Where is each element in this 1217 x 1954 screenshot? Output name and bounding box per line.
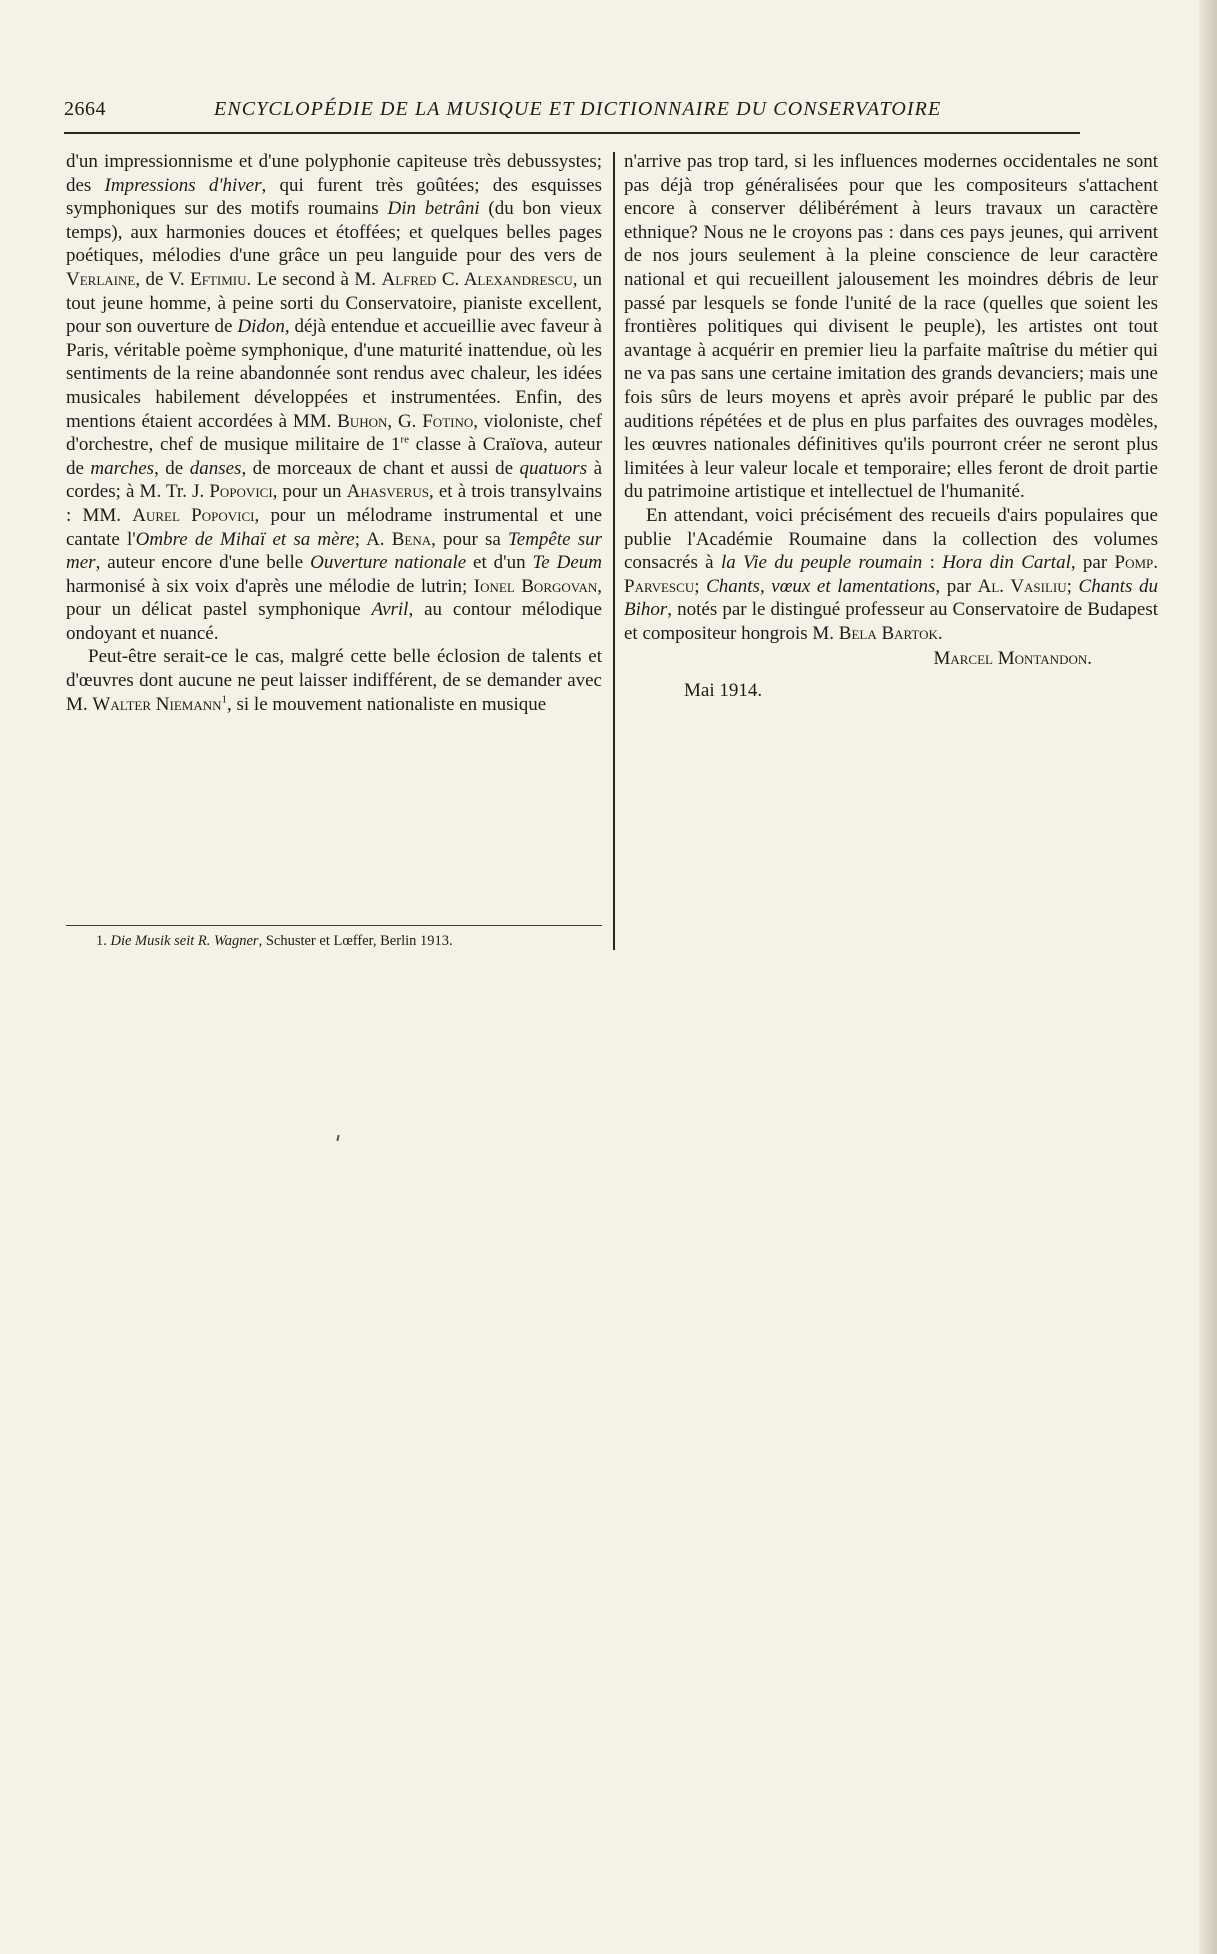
left-column (66, 150, 602, 716)
name-verlaine: Verlaine (66, 268, 136, 290)
title-ouverture-nationale: Ouverture nationale (310, 552, 467, 574)
running-head: ENCYCLOPÉDIE DE LA MUSIQUE ET DICTIONNAIRE DU CONSERVATOIRE (214, 98, 942, 120)
text-run: , notés par le distingué professeur au Conservatoire de Budapest et compositeur hongrois M. (624, 599, 1158, 644)
text-run: , pour un délicat pastel symphonique (66, 575, 602, 621)
name-popovici: Popovici (209, 481, 273, 503)
title-impressions-d-hiver: Impressions d'hiver (104, 174, 262, 196)
text-run: , auteur encore d'une belle (95, 552, 311, 574)
text-run: d'un impressionnisme et d'une polyphonie capiteuse très debussystes; des (66, 151, 602, 196)
text-run: , de morceaux de chant et aussi de (241, 457, 520, 479)
title-avril: Avril (371, 599, 409, 621)
name-bartok: Bela Bartok (838, 622, 938, 644)
title-marches: marches (90, 457, 155, 479)
text-run: ; (694, 575, 707, 597)
text-run: , qui furent très goûtées; des esquisses symphoniques sur des motifs roumains (66, 174, 602, 220)
title-tempete-sur-mer: Tempête sur mer (66, 528, 603, 574)
header-rule (64, 132, 1080, 134)
right-paragraph-2 (624, 504, 1158, 646)
text-run: , pour un mélodrame instrumental et une cantate l' (66, 504, 602, 550)
page-edge-shadow (1199, 0, 1217, 1954)
name-fotino: Fotino (422, 410, 474, 432)
footnote-reference: 1 (221, 693, 227, 706)
text-run: , de (154, 457, 190, 479)
name-parvescu: Pomp. Parvescu (624, 552, 1159, 597)
text-run: , pour sa (431, 528, 508, 550)
text-run: En attendant, voici précisément des recueils d'airs populaires que publie l'Académie Roumaine dans la collection des volumes consacrés à (624, 504, 1158, 574)
name-aurel-popovici: Aurel Popovici (132, 504, 255, 526)
footnote-number: 1. (96, 933, 107, 949)
title-din-betrani: Din betrâni (387, 198, 480, 220)
ordinal-superscript: re (400, 433, 409, 446)
title-chants-voeux: Chants, vœux et lamentations (706, 575, 936, 597)
text-run: , par (1070, 552, 1115, 574)
ink-speck (336, 1135, 339, 1141)
title-ahasverus: Ahasverus (346, 481, 429, 503)
text-run: , par (935, 575, 978, 597)
text-run: . Le second à M. (246, 268, 382, 290)
text-run: , violoniste, chef d'orchestre, chef de musique militaire de 1 (66, 410, 602, 456)
author-signature: Marcel Montandon. (933, 648, 1092, 670)
text-run: , déjà entendue et accueillie avec faveur à Paris, véritable poème symphonique, d'une maturité inattendue, où les sentiments de la reine abandonnée sont rendus avec chaleur, les idées musicales habilement développées et instrumentées. Enfin, des mentions étaient accordées à MM. (66, 316, 602, 432)
text-run: , G. (387, 410, 423, 432)
right-column (624, 150, 1158, 703)
text-run: classe à Craïova, auteur de (66, 434, 602, 479)
text-run: et d'un (466, 552, 533, 574)
text-run: , de V. (135, 268, 191, 290)
left-paragraph-2 (66, 645, 602, 716)
title-hora-din-cartal: Hora din Cartal (942, 552, 1071, 574)
dateline: Mai 1914. (684, 680, 763, 702)
title-vie-du-peuple-roumain: la Vie du peuple roumain (720, 552, 923, 574)
page-number: 2664 (64, 98, 106, 120)
title-danses: danses (189, 457, 242, 479)
page-header (64, 98, 1074, 134)
title-te-deum: Te Deum (532, 552, 602, 574)
footnote-rule (66, 925, 602, 926)
text-run: , au contour mélodique ondoyant et nuancé. (66, 599, 602, 644)
name-borgovan: Ionel Borgovan (473, 575, 598, 597)
text-run: ; (1066, 575, 1079, 597)
text-run: harmonisé à six voix d'après une mélodie de lutrin; (66, 575, 474, 597)
title-ombre-de-mihai: Ombre de Mihaï et sa mère (135, 528, 355, 550)
text-run: , Schuster et Lœffer, Berlin 1913. (258, 933, 453, 949)
text-run: : (922, 552, 943, 574)
footnote-title: Die Musik seit R. Wagner (110, 933, 259, 949)
title-quatuors: quatuors (519, 457, 588, 479)
name-vasiliu: Al. Vasiliu (977, 575, 1067, 597)
text-run: Peut-être serait-ce le cas, malgré cette belle éclosion de talents et d'œuvres dont aucune ne peut laisser indifférent, de se demander avec M. (66, 646, 602, 715)
name-buhon: Buhon (337, 410, 388, 432)
name-bena: Bena (391, 528, 432, 550)
text-run: , pour un (272, 481, 347, 503)
text-run: n'arrive pas trop tard, si les influences modernes occidentales ne sont pas déjà trop généralisées pour que les compositeurs s'attachent encore à conserver délibérément à leurs travaux un caractère ethnique? Nous ne le croyons pas : dans ces pays jeunes, qui arrivent de nos jours seulement à la pleine conscience de leur caractère national et qui recueillent jalousement les moindres débris de leur passé par lesquels se fonde l'unité de la race (quelles que soient les frontières politiques qui divisent le peuple), les artistes ont tout avantage à acquérir en premier lieu la parfaite maîtrise du métier qui ne va pas sans une certaine imitation des grands devanciers; mais une fois sûrs de leurs moyens et après avoir préparé le public par des auditions répétées et de plus en plus parfaites des ouvrages modèles, les œuvres nationales définitives qu'ils pourront créer ne seront plus limitées à leur valeur locale et temporaire; elles feront de droit partie du patrimoine artistique et intellectuel de l'humanité. (624, 151, 1158, 503)
name-eftimiu: Eftimiu (190, 268, 247, 290)
text-run: ; A. (354, 528, 392, 550)
left-paragraph-1 (66, 150, 602, 645)
footnote (96, 933, 453, 950)
text-run: à cordes; à M. Tr. J. (66, 457, 602, 503)
text-run: . (937, 622, 943, 644)
text-run: , si le mouvement nationaliste en musique (227, 693, 547, 715)
name-alexandrescu: Alfred C. Alexandrescu (381, 268, 573, 290)
text-run: , un tout jeune homme, à peine sorti du Conservatoire, pianiste excellent, pour son ouverture de (66, 268, 603, 338)
text-run: , et à trois transylvains : MM. (66, 481, 602, 526)
text-run: (du bon vieux temps), aux harmonies douces et étoffées; et quelques belles pages poétiques, mélodies d'une grâce un peu languide pour des vers de (66, 198, 602, 267)
title-chants-du-bihor: Chants du Bihor (624, 575, 1158, 621)
title-didon: Didon (237, 316, 285, 338)
name-niemann: Walter Niemann (92, 693, 222, 715)
right-paragraph-1 (624, 150, 1158, 504)
column-divider (613, 152, 615, 950)
